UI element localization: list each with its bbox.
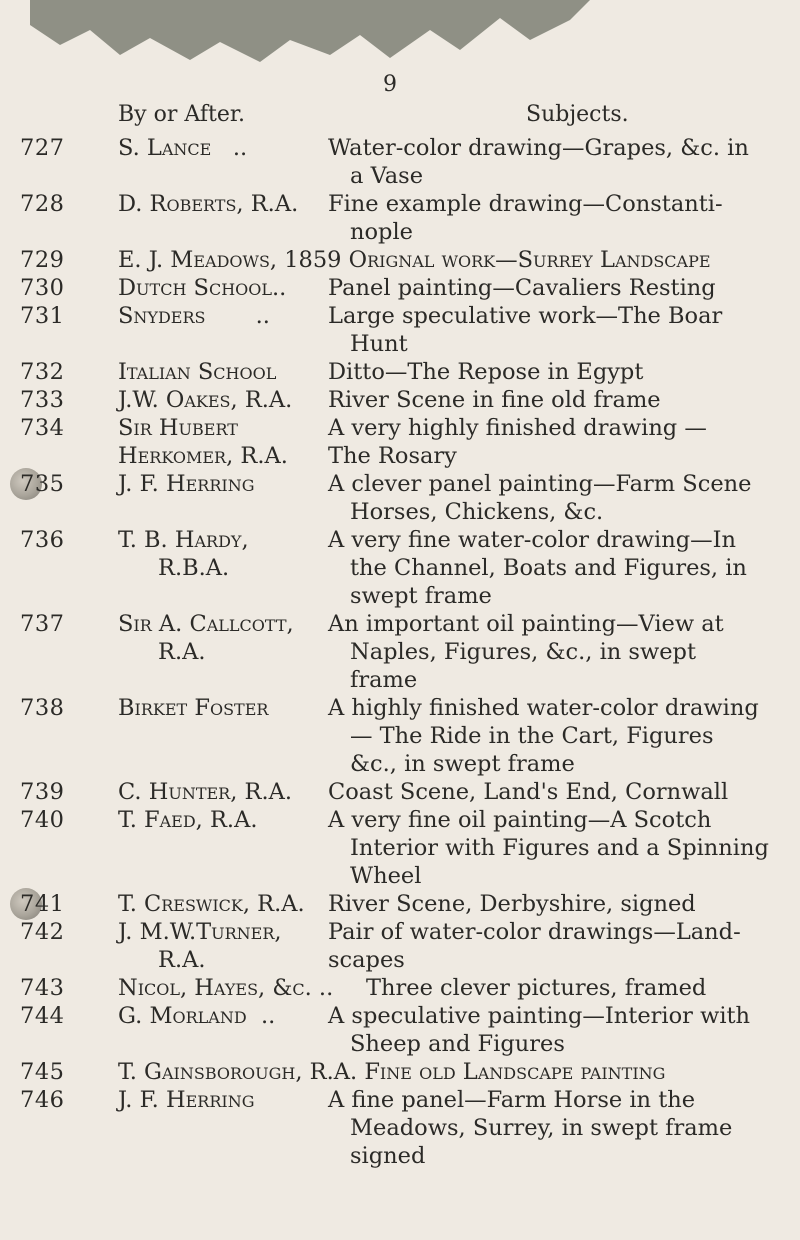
lot-number: 734 [20,415,65,441]
lot-number: 732 [20,359,65,385]
lot-number: 746 [20,1087,65,1113]
subject-text: An important oil painting—View at Naples, Figures, &c., in swept frame [328,611,724,693]
subject-text: A speculative painting—Interior with Sheep and Figures [328,1003,751,1057]
subject-text: A highly finished water-color drawing — The Ride in the Cart, Figures &c., in swept frame [328,695,759,777]
column-header-subjects: Subjects. [526,102,629,127]
subject-text: River Scene in fine old frame [328,387,661,413]
subject-text: Pair of water-color drawings—Land- scapes [328,919,741,973]
lot-number: 735 [20,471,65,497]
artist-name: G. Morland .. [118,1003,276,1029]
lot-number: 728 [20,191,65,217]
subject-text: A fine panel—Farm Horse in the Meadows, Surrey, in swept frame signed [328,1087,733,1169]
lot-number: 739 [20,779,65,805]
artist-name: J. F. Herring [118,1087,255,1113]
artist-name: C. Hunter, R.A. [118,779,293,805]
lot-number: 742 [20,919,65,945]
lot-number: 733 [20,387,65,413]
lot-number: 740 [20,807,65,833]
artist-name: J. F. Herring [118,471,255,497]
artist-name: J. M.W.Turner, R.A. [118,919,282,973]
subject-text: A very highly finished drawing — The Rosary [328,415,707,469]
subject-text: Panel painting—Cavaliers Resting [328,275,716,301]
artist-name: Snyders .. [118,303,270,329]
artist-name: D. Roberts, R.A. [118,191,299,217]
lot-number: 727 [20,135,65,161]
subject-text: Large speculative work—The Boar Hunt [328,303,723,357]
lot-number: 738 [20,695,65,721]
lot-number: 736 [20,527,65,553]
artist-name: T. Creswick, R.A. [118,891,305,917]
subject-text: A very fine water-color drawing—In the Channel, Boats and Figures, in swept frame [328,527,747,609]
artist-name: Nicol, Hayes, &c. .. [118,975,334,1001]
page-number: 9 [383,72,397,97]
artist-name: J.W. Oakes, R.A. [118,387,293,413]
subject-text: Coast Scene, Land's End, Cornwall [328,779,729,805]
lot-number: 729 [20,247,65,273]
lot-number: 745 [20,1059,65,1085]
subject-text: Water-color drawing—Grapes, &c. in a Vase [328,135,749,189]
subject-text: Ditto—The Repose in Egypt [328,359,644,385]
torn-top-edge [30,0,590,70]
lot-number: 744 [20,1003,65,1029]
artist-and-subject: E. J. Meadows, 1859 Orignal work—Surrey Landscape [118,247,711,273]
subject-text: A clever panel painting—Farm Scene Horses, Chickens, &c. [328,471,752,525]
lot-number: 741 [20,891,65,917]
subject-text: Fine example drawing—Constanti- nople [328,191,723,245]
artist-name: S. Lance .. [118,135,248,161]
subject-text: Three clever pictures, framed [366,975,707,1001]
artist-name: Dutch School.. [118,275,287,301]
lot-number: 730 [20,275,65,301]
artist-name: Sir A. Callcott, R.A. [118,611,294,665]
column-header-artist: By or After. [118,102,245,127]
artist-name: T. Faed, R.A. [118,807,258,833]
lot-number: 743 [20,975,65,1001]
artist-name: Birket Foster [118,695,269,721]
subject-text: River Scene, Derbyshire, signed [328,891,696,917]
lot-number: 737 [20,611,65,637]
artist-name: T. B. Hardy, R.B.A. [118,527,249,581]
artist-and-subject: T. Gainsborough, R.A. Fine old Landscape painting [118,1059,666,1085]
artist-name: Italian School [118,359,277,385]
lot-number: 731 [20,303,65,329]
subject-text: A very fine oil painting—A Scotch Interior with Figures and a Spinning Wheel [328,807,769,889]
artist-name: Sir Hubert Herkomer, R.A. [118,415,288,469]
